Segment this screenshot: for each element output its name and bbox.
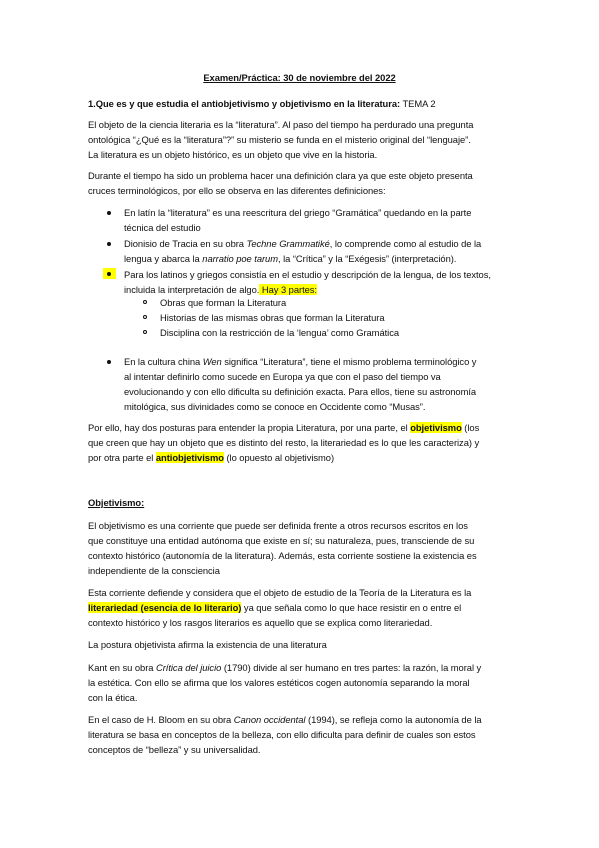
document-title-text: Examen/Práctica: 30 de noviembre del 2022	[203, 72, 396, 83]
paragraph-3-text: (lo opuesto al objetivismo)	[223, 452, 335, 463]
circle-bullet-icon	[143, 315, 147, 319]
bullet-2-text: , la “Crítica” y la “Exégesis” (interpretación).	[277, 253, 457, 264]
bullet-4-line-1	[124, 354, 476, 369]
highlighted-text: Hay 3 partes:	[259, 284, 317, 295]
paragraph-3-line-3	[88, 450, 334, 465]
paragraph-8-text: (1994), se refleja como la autonomía de la	[305, 714, 482, 725]
paragraph-3-text: Por ello, hay dos posturas para entender la propia Literatura, por una parte, el	[88, 422, 411, 433]
bullet-2-text: , lo comprende como al estudio de la	[329, 238, 482, 249]
bullet-4-line-2: al intentar definirlo como sucede en Europa ya que con el paso del tiempo va	[124, 371, 441, 382]
section-heading	[88, 495, 144, 510]
bullet-4-line-4: mitológica, sus divinidades como se conoce en Occidente como “Musas”.	[124, 401, 426, 412]
paragraph-7-text: Kant en su obra	[88, 662, 156, 673]
paragraph-7-line-1	[88, 660, 481, 675]
paragraph-1-line-2: ontológica “¿Qué es la “literatura”?” su misterio se funda en el misterio original del “lenguaje”.	[88, 134, 471, 145]
paragraph-1-line-1: El objeto de la ciencia literaria es la “literatura”. Al paso del tiempo ha perdurado una pregunta	[88, 119, 474, 130]
bullet-icon	[107, 211, 111, 215]
paragraph-8-line-2: literatura se basa en conceptos de la belleza, con ello dificulta para definir de cuales son estos	[88, 729, 476, 740]
bullet-4-text: En la cultura china	[124, 356, 203, 367]
bullet-4-text: significa “Literatura”, tiene el mismo problema terminológico y	[221, 356, 477, 367]
paragraph-8-text: En el caso de H. Bloom en su obra	[88, 714, 234, 725]
paragraph-3-line-2: que creen que hay un objeto que es distinto del resto, la literariedad es lo que les caracteriza) y	[88, 437, 480, 448]
paragraph-8-line-1	[88, 712, 482, 727]
section-heading-text: Objetivismo:	[88, 497, 145, 508]
bullet-1-line-1: En latín la “literatura” es una reescritura del griego “Gramática” quedando en la parte	[124, 207, 472, 218]
paragraph-2-line-1: Durante el tiempo ha sido un problema hacer una definición clara ya que este objeto presenta	[88, 170, 473, 181]
paragraph-5-text: ya que señala como lo que hace resistir en o entre el	[241, 602, 462, 613]
bullet-2-text: Dionisio de Tracia en su obra	[124, 238, 247, 249]
bullet-3-line-1: Para los latinos y griegos consistía en el estudio y descripción de la lengua, de los textos,	[124, 269, 491, 280]
bullet-icon	[107, 242, 111, 246]
paragraph-6: La postura objetivista afirma la existencia de una literatura	[88, 639, 327, 650]
paragraph-5-line-2	[88, 600, 461, 615]
paragraph-8-line-3: conceptos de “belleza” y su universalidad.	[88, 744, 261, 755]
paragraph-5-line-3: contexto histórico y los rasgos literarios es aquello que se explica como literariedad.	[88, 617, 433, 628]
bullet-1-line-2: técnica del estudio	[124, 222, 201, 233]
paragraph-7-text: (1790) divide al ser humano en tres partes: la razón, la moral y	[221, 662, 482, 673]
bullet-icon	[107, 360, 111, 364]
question-tema: TEMA 2	[400, 98, 436, 109]
paragraph-7-line-3: con la ética.	[88, 692, 138, 703]
work-title-critica: Crítica del juicio	[156, 662, 222, 673]
bullet-icon	[107, 272, 111, 276]
sub-item-3: Disciplina con la restricción de la ‘lengua’ como Gramática	[160, 327, 399, 338]
paragraph-7-line-2: la estética. Con ello se afirma que los valores estéticos cogen autonomía separando la moral	[88, 677, 470, 688]
paragraph-4-line-2: que constituye una entidad autónoma que existe en sí; su naturaleza, pues, transciende de su	[88, 535, 475, 546]
work-title-canon: Canon occidental	[233, 714, 306, 725]
paragraph-2-line-2: cruces terminológicos, por ello se observa en las diferentes definiciones:	[88, 185, 386, 196]
paragraph-3-text: por otra parte el	[88, 452, 156, 463]
bullet-3-text: incluida la interpretación de algo.	[124, 284, 260, 295]
bullet-2-line-2	[124, 251, 456, 266]
sub-item-1: Obras que forman la Literatura	[160, 297, 287, 308]
sub-item-2: Historias de las mismas obras que forman la Literatura	[160, 312, 385, 323]
term-narratio: narratio poe tarum	[202, 253, 278, 264]
work-title-techne: Techne Grammatiké	[246, 238, 330, 249]
highlighted-term-literariedad: literariedad (esencia de lo literario)	[88, 602, 242, 613]
circle-bullet-icon	[143, 300, 147, 304]
bullet-2-line-1	[124, 236, 481, 251]
highlighted-term-objetivismo: objetivismo	[410, 422, 462, 433]
paragraph-4-line-3: contexto histórico (autonomía de la literatura). Además, esta corriente sostiene la existencia es	[88, 550, 477, 561]
bullet-2-text: lengua y abarca la	[124, 253, 203, 264]
paragraph-3-line-1	[88, 420, 479, 435]
circle-bullet-icon	[143, 330, 147, 334]
document-title	[0, 70, 599, 85]
paragraph-3-text: (los	[461, 422, 480, 433]
term-wen: Wen	[202, 356, 222, 367]
paragraph-4-line-1: El objetivismo es una corriente que puede ser definida frente a otros recursos escritos en los	[88, 520, 468, 531]
paragraph-5-line-1: Esta corriente defiende y considera que el objeto de estudio de la Teoría de la Literatura es la	[88, 587, 472, 598]
question-heading	[88, 96, 436, 111]
paragraph-4-line-4: independiente de la consciencia	[88, 565, 220, 576]
bullet-4-line-3: evolucionando y con ello dificulta su definición exacta. Para ellos, tiene su astronomía	[124, 386, 477, 397]
paragraph-1-line-3: La literatura es un objeto histórico, es un objeto que vive en la historia.	[88, 149, 378, 160]
highlighted-term-antiobjetivismo: antiobjetivismo	[155, 452, 224, 463]
question-heading-text: 1.Que es y que estudia el antiobjetivismo y objetivismo en la literatura:	[88, 98, 401, 109]
